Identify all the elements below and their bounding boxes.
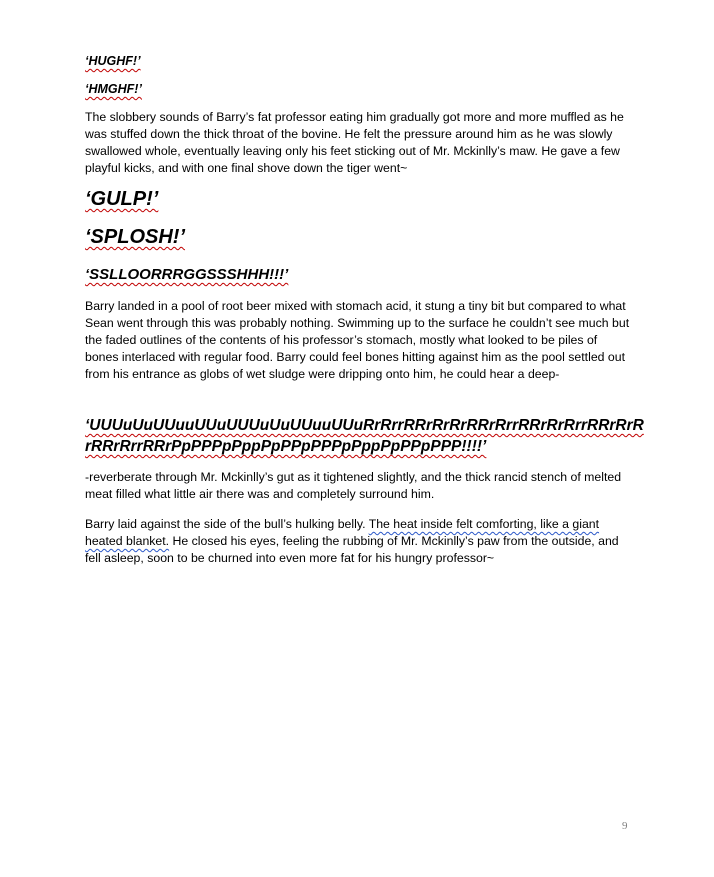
paragraph-1: The slobbery sounds of Barry’s fat professor eating him gradually got more and more muffled as he was stuffed down the thick throat of the bovine. He felt the pressure around him as he was slowly swallowed whole, eventually leaving only his feet sticking out of Mr. Mckinlly’s maw. He gave a few playful kicks, and with one final shove down the tiger went~ [85, 110, 624, 175]
paragraph-4 [85, 516, 633, 567]
paragraph-4-grammar-flag: The heat inside felt comforting, like a giant heated blanket. [85, 517, 600, 548]
sfx-hmghf: ‘HMGHF!’ [85, 82, 142, 96]
sfx-hughf: ‘HUGHF!’ [85, 54, 141, 68]
paragraph-3: -reverberate through Mr. Mckinlly’s gut as it tightened slightly, and the thick rancid stench of melted meat filled what little air there was and completely surround him. [85, 470, 622, 501]
page-number: 9 [622, 820, 628, 832]
sfx-rumble: ‘UUUuUuUUuuUUuUUUuUuUUuuUUuRrRrrRRrRrRrRRrRrrRRrRrRrrRRrRrRrRRrRrrRRrPpPPPpPppPpPPpPPPpPppPpPPpPPP!!!!’ [85, 417, 644, 455]
paragraph-2: Barry landed in a pool of root beer mixed with stomach acid, it stung a tiny bit but compared to what Sean went through this was probably nothing. Swimming up to the surface he couldn’t see much but the faded outlines of the contents of his professor’s stomach, mostly what looked to be piles of bones interlaced with regular food. Barry could feel bones hitting against him as the pool settled out from his entrance as globs of wet sludge were dripping onto him, he could hear a deep- [85, 299, 630, 381]
paragraph-4-start: Barry laid against the side of the bull’s hulking belly. [85, 517, 369, 531]
sfx-sslloor: ‘SSLLOORRRGGSSSHHH!!!’ [85, 266, 289, 283]
paragraph-4-end: He closed his eyes, feeling the rubbing of Mr. Mckinlly’s paw from the outside, and fell asleep, soon to be churned into even more fat for his hungry professor~ [85, 534, 619, 565]
sfx-gulp: ‘GULP!’ [85, 188, 159, 210]
sfx-splosh: ‘SPLOSH!’ [85, 226, 186, 248]
